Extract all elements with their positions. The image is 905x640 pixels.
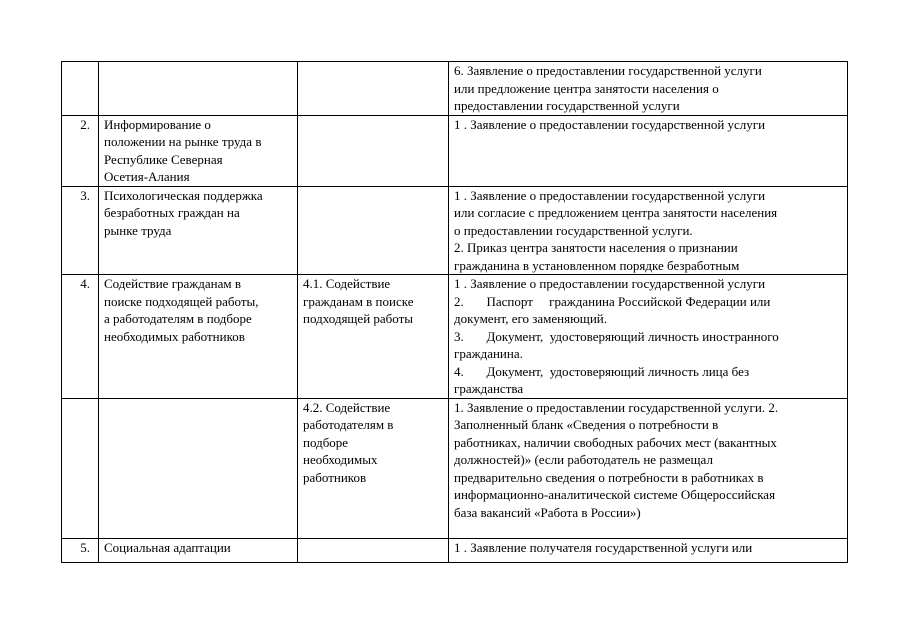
service-line: Психологическая поддержка <box>104 187 263 203</box>
documents-cell <box>449 115 848 186</box>
table-row <box>62 62 848 116</box>
table-row <box>62 115 848 186</box>
subservice-line: работодателям в <box>303 417 394 432</box>
document-line: или согласие с предложением центра занятости населения <box>454 205 778 220</box>
subservice-name-cell <box>298 538 449 562</box>
subservice-line: 4.2. Содействие <box>303 399 391 415</box>
row-number-cell <box>62 398 99 538</box>
subservice-line: гражданам в поиске <box>303 293 414 309</box>
services-documents-table <box>61 61 848 563</box>
service-line: безработных граждан на <box>104 205 240 220</box>
subservice-line: необходимых <box>303 452 378 467</box>
row-number: 4. <box>80 276 90 291</box>
document-line: 1 . Заявление получателя государственной услуги или <box>454 539 753 555</box>
documents-cell <box>449 398 848 538</box>
row-number-cell <box>62 115 99 186</box>
subservice-line: 4.1. Содействие <box>303 276 391 291</box>
subservice-name-cell <box>298 62 449 116</box>
subservice-name-cell <box>298 186 449 275</box>
document-line: 1 . Заявление о предоставлении государственной услуги <box>454 116 766 132</box>
document-line: гражданина в установленном порядке безработным <box>454 257 740 273</box>
service-name-cell <box>99 275 298 399</box>
row-number-cell <box>62 275 99 399</box>
document-line: 1 . Заявление о предоставлении государственной услуги <box>454 187 766 203</box>
document-line: гражданина. <box>454 346 523 361</box>
document-line: предоставлении государственной услуги <box>454 98 680 113</box>
document-line: предварительно сведения о потребности в работниках в <box>454 469 764 485</box>
document-line: 1 . Заявление о предоставлении государственной услуги <box>454 276 766 291</box>
documents-cell <box>449 275 848 399</box>
service-line: рынке труда <box>104 222 172 238</box>
row-number: 5. <box>80 539 90 555</box>
row-number-cell <box>62 62 99 116</box>
service-line: необходимых работников <box>104 328 245 344</box>
row-number-cell <box>62 538 99 562</box>
table-row <box>62 398 848 538</box>
service-name-cell <box>99 115 298 186</box>
document-line: документ, его заменяющий. <box>454 311 607 326</box>
service-line: Республике Северная <box>104 151 223 167</box>
service-line: Социальная адаптации <box>104 539 231 555</box>
table-body <box>62 62 848 563</box>
document-line: гражданства <box>454 381 524 396</box>
row-number: 3. <box>80 187 90 203</box>
service-line: Информирование о <box>104 116 211 132</box>
service-line: а работодателям в подборе <box>104 311 252 326</box>
service-line: Содействие гражданам в <box>104 276 242 291</box>
document-line: Заполненный бланк «Сведения о потребности в <box>454 417 719 432</box>
document-line: 3. Документ, удостоверяющий личность иностранного <box>454 328 779 344</box>
document-line: или предложение центра занятости населения о <box>454 80 719 96</box>
document-line: 2. Приказ центра занятости населения о признании <box>454 240 738 255</box>
subservice-name-cell <box>298 115 449 186</box>
document-line: должностей)» (если работодатель не размещал <box>454 452 713 467</box>
subservice-line: подборе <box>303 434 349 450</box>
subservice-name-cell <box>298 398 449 538</box>
document-line: о предоставлении государственной услуги. <box>454 222 693 238</box>
documents-cell <box>449 186 848 275</box>
table-row <box>62 538 848 562</box>
service-line: Осетия-Алания <box>104 169 190 184</box>
table-row <box>62 275 848 399</box>
table-row <box>62 186 848 275</box>
service-name-cell <box>99 538 298 562</box>
row-number: 2. <box>80 116 90 132</box>
document-line: 6. Заявление о предоставлении государственной услуги <box>454 63 762 78</box>
service-name-cell <box>99 62 298 116</box>
subservice-line: подходящей работы <box>303 311 414 326</box>
document-line: 4. Документ, удостоверяющий личность лица без <box>454 363 750 379</box>
document-line: 1. Заявление о предоставлении государственной услуги. 2. <box>454 399 779 415</box>
service-name-cell <box>99 186 298 275</box>
service-line: поиске подходящей работы, <box>104 293 259 309</box>
documents-cell <box>449 538 848 562</box>
service-name-cell <box>99 398 298 538</box>
row-number-cell <box>62 186 99 275</box>
subservice-line: работников <box>303 469 367 485</box>
service-line: положении на рынке труда в <box>104 134 262 149</box>
document-line: 2. Паспорт гражданина Российской Федерации или <box>454 293 771 309</box>
document-line: база вакансий «Работа в России») <box>454 504 641 520</box>
document-line: работниках, наличии свободных рабочих мест (вакантных <box>454 434 777 450</box>
subservice-name-cell <box>298 275 449 399</box>
documents-cell <box>449 62 848 116</box>
document-line: информационно-аналитической системе Общероссийская <box>454 487 776 502</box>
